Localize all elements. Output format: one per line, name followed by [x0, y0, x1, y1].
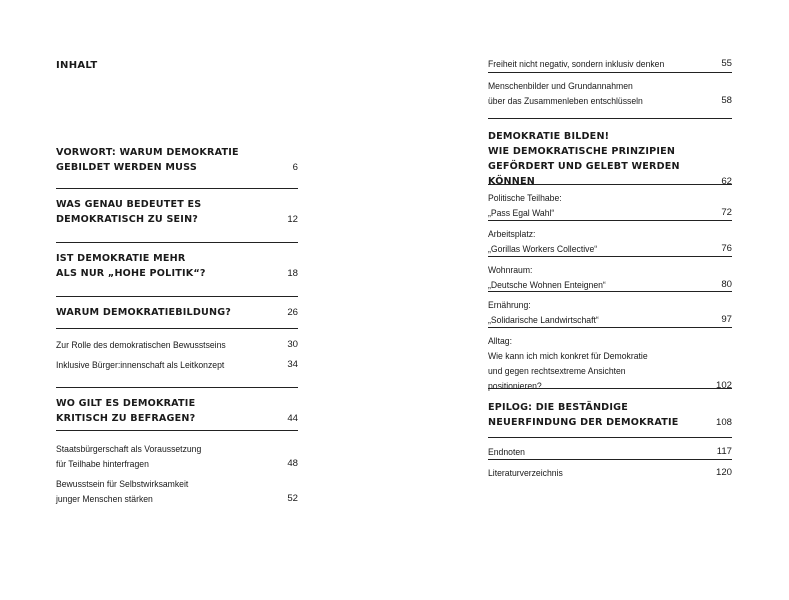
- toc-entry[interactable]: [488, 297, 732, 327]
- entry-page-number: 30: [287, 339, 298, 350]
- entry-title-line: Staatsbürgerschaft als Voraussetzung: [56, 443, 202, 454]
- divider-rule: [56, 328, 298, 329]
- entry-title-line: EPILOG: DIE BESTÄNDIGE: [488, 402, 628, 413]
- entry-title-line: Wie kann ich mich konkret für Demokratie: [488, 350, 648, 361]
- entry-title: [56, 251, 298, 281]
- divider-rule: [488, 220, 732, 221]
- entry-page-number: 102: [715, 380, 732, 391]
- toc-entry[interactable]: [488, 465, 732, 480]
- entry-title-line: WIE DEMOKRATISCHE PRINZIPIEN: [488, 146, 676, 157]
- entry-page-number: 76: [721, 243, 732, 254]
- entry-title: [56, 396, 298, 426]
- divider-rule: [488, 118, 732, 119]
- left-page: [56, 0, 298, 600]
- entry-title-line: und gegen rechtsextreme Ansichten positionieren?: [488, 365, 626, 391]
- entry-title-line: Literaturverzeichnis: [488, 467, 563, 478]
- divider-rule: [488, 327, 732, 328]
- entry-page-number: 52: [287, 493, 298, 504]
- toc-entry[interactable]: [56, 476, 298, 506]
- divider-rule: [488, 388, 732, 389]
- right-page: [488, 0, 732, 600]
- toc-entry[interactable]: [488, 56, 732, 71]
- entry-title-line: Freiheit nicht negativ, sondern inklusiv denken: [488, 58, 665, 69]
- entry-title-line: „Solidarische Landwirtschaft“: [488, 314, 599, 325]
- toc-entry[interactable]: [56, 357, 298, 372]
- entry-page-number: 34: [287, 359, 298, 370]
- toc-entry[interactable]: [488, 333, 732, 393]
- entry-page-number: 55: [721, 58, 732, 69]
- entry-title-line: für Teilhabe hinterfragen: [56, 458, 149, 469]
- divider-rule: [488, 437, 732, 438]
- entry-title-line: Arbeitsplatz:: [488, 228, 536, 239]
- entry-title-line: Endnoten: [488, 446, 525, 457]
- entry-title-line: KRITISCH ZU BEFRAGEN?: [56, 413, 196, 424]
- entry-title-line: GEBILDET WERDEN MUSS: [56, 162, 197, 173]
- entry-page-number: 62: [721, 176, 732, 187]
- entry-title: [56, 476, 279, 506]
- entry-title-line: GEFÖRDERT UND GELEBT WERDEN KÖNNEN: [488, 161, 680, 187]
- entry-title-line: NEUERFINDUNG DER DEMOKRATIE: [488, 417, 679, 428]
- entry-title: [488, 297, 712, 327]
- toc-entry[interactable]: [488, 129, 732, 189]
- toc-entry[interactable]: [56, 305, 298, 320]
- entry-title-line: „Pass Egal Wahl“: [488, 207, 555, 218]
- toc-entry[interactable]: [56, 337, 298, 352]
- toc-entry[interactable]: [488, 226, 732, 256]
- entry-title-line: „Gorillas Workers Collective“: [488, 243, 598, 254]
- entry-title: [488, 262, 712, 292]
- entry-title-line: Menschenbilder und Grundannahmen: [488, 80, 633, 91]
- entry-page-number: 97: [721, 314, 732, 325]
- entry-title-line: Alltag:: [488, 335, 512, 346]
- entry-title: [488, 226, 712, 256]
- toc-entry[interactable]: [56, 145, 298, 175]
- entry-title: [488, 190, 712, 220]
- entry-title-line: DEMOKRATIE BILDEN!: [488, 131, 610, 142]
- entry-title: [488, 56, 712, 71]
- divider-rule: [56, 430, 298, 431]
- entry-title-line: WO GILT ES DEMOKRATIE: [56, 398, 196, 409]
- entry-title-line: ALS NUR „HOHE POLITIK“?: [56, 268, 206, 279]
- divider-rule: [488, 459, 732, 460]
- entry-title-line: DEMOKRATISCH ZU SEIN?: [56, 214, 199, 225]
- divider-rule: [56, 296, 298, 297]
- toc-entry[interactable]: [488, 262, 732, 292]
- entry-title-line: VORWORT: WARUM DEMOKRATIE: [56, 147, 239, 158]
- entry-title-line: Inklusive Bürger:innenschaft als Leitkonzept: [56, 359, 225, 370]
- entry-title: [488, 78, 712, 108]
- entry-page-number: 108: [715, 417, 732, 428]
- entry-title-line: Zur Rolle des demokratischen Bewusstseins: [56, 339, 226, 350]
- toc-entry[interactable]: [56, 441, 298, 471]
- divider-rule: [488, 256, 732, 257]
- entry-title-line: über das Zusammenleben entschlüsseln: [488, 95, 643, 106]
- entry-title: [56, 357, 279, 372]
- toc-heading: INHALT: [56, 60, 98, 71]
- entry-title-line: Politische Teilhabe:: [488, 192, 562, 203]
- entry-title-line: „Deutsche Wohnen Enteignen“: [488, 279, 606, 290]
- toc-entry[interactable]: [56, 197, 298, 227]
- entry-title: [488, 444, 712, 459]
- entry-title: [488, 400, 732, 430]
- entry-title-line: junger Menschen stärken: [56, 493, 153, 504]
- entry-page-number: 120: [715, 467, 732, 478]
- entry-title-line: Ernährung:: [488, 299, 531, 310]
- toc-entry[interactable]: [488, 444, 732, 459]
- toc-entry[interactable]: [488, 190, 732, 220]
- divider-rule: [488, 184, 732, 185]
- divider-rule: [56, 242, 298, 243]
- entry-title-line: WARUM DEMOKRATIEBILDUNG?: [56, 307, 232, 318]
- entry-title: [488, 465, 712, 480]
- divider-rule: [488, 291, 732, 292]
- entry-title: [56, 305, 298, 320]
- divider-rule: [56, 188, 298, 189]
- entry-page-number: 48: [287, 458, 298, 469]
- entry-page-number: 18: [287, 268, 298, 279]
- entry-page-number: 6: [292, 162, 298, 173]
- entry-page-number: 80: [721, 279, 732, 290]
- entry-page-number: 12: [287, 214, 298, 225]
- entry-page-number: 44: [287, 413, 298, 424]
- entry-title-line: WAS GENAU BEDEUTET ES: [56, 199, 202, 210]
- toc-entry[interactable]: [488, 78, 732, 108]
- entry-title: [488, 333, 712, 393]
- entry-page-number: 117: [716, 446, 732, 457]
- toc-entry[interactable]: [56, 251, 298, 281]
- entry-title: [56, 197, 298, 227]
- entry-title: [56, 337, 279, 352]
- entry-title-line: IST DEMOKRATIE MEHR: [56, 253, 186, 264]
- toc-entry[interactable]: [488, 400, 732, 430]
- entry-page-number: 58: [721, 95, 732, 106]
- entry-title-line: Bewusstsein für Selbstwirksamkeit: [56, 478, 189, 489]
- divider-rule: [488, 72, 732, 73]
- entry-page-number: 26: [287, 307, 298, 318]
- entry-title: [56, 145, 298, 175]
- divider-rule: [56, 387, 298, 388]
- toc-entry[interactable]: [56, 396, 298, 426]
- entry-title: [488, 129, 732, 189]
- entry-page-number: 72: [721, 207, 732, 218]
- entry-title: [56, 441, 279, 471]
- entry-title-line: Wohnraum:: [488, 264, 533, 275]
